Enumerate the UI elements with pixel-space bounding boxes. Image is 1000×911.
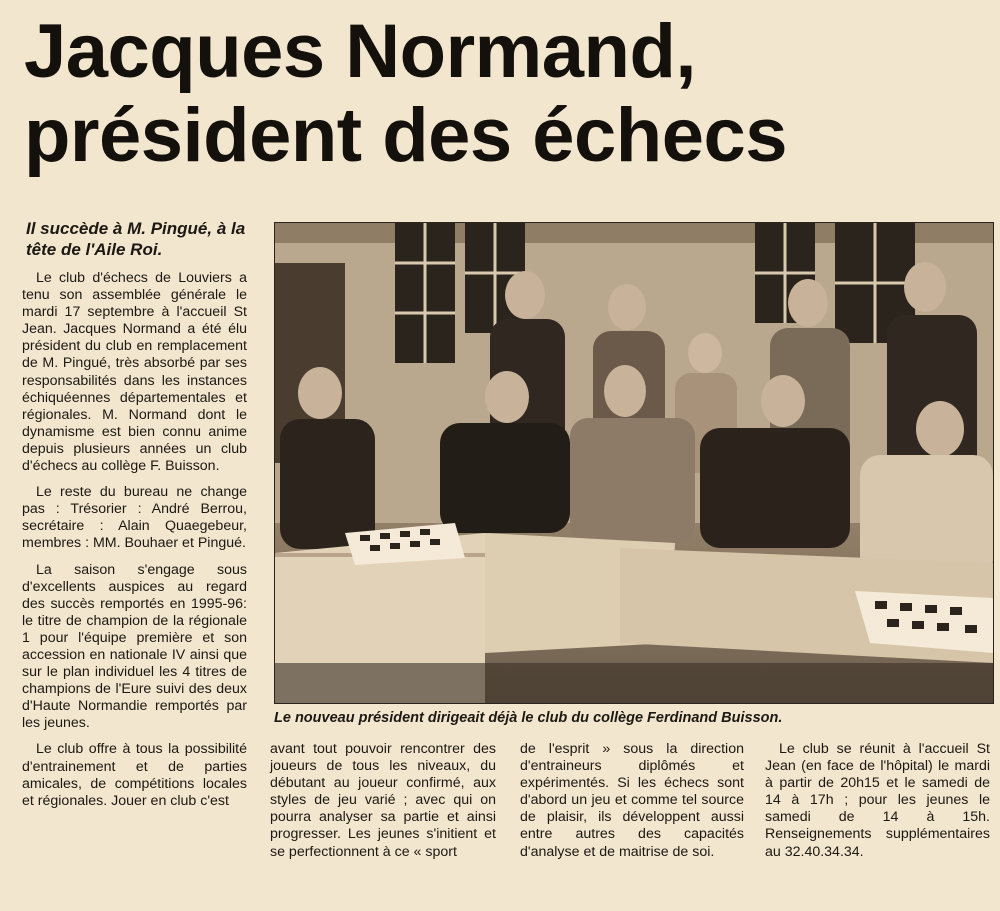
- col1-paragraph-1: Le club d'échecs de Louviers a tenu son assemblée générale le mardi 17 septembre à l'accueil St Jean. Jacques Normand a été élu président du club en remplacement de M. Pingué, très absorbé par ses responsabilités dans les instances échiquéennes départementales et régionales. M. Normand dont le dynamisme est bien connu anime depuis plusieurs années un club d'échecs au collège F. Buisson.: [22, 270, 247, 475]
- column-2: [270, 741, 496, 870]
- col3-paragraph: de l'esprit » sous la direction d'entraineurs diplômés et expérimentés. Si les échecs sont d'abord un jeu et comme tel source de plaisir, ils développent aussi entre autres des capacités d'analyse et de maitrise de soi.: [520, 741, 744, 860]
- headline-line-1: Jacques Normand,: [24, 9, 696, 94]
- deck-subtitle: Il succède à M. Pingué, à la tête de l'Aile Roi.: [26, 219, 246, 259]
- col2-paragraph: avant tout pouvoir rencontrer des joueurs de tous les niveaux, du débutant au joueur confirmé, aux styles de jeu varié ; avec qui on pourra analyser sa partie et ainsi progresser. Les jeunes s'initient et se perfectionnent à ce « sport: [270, 741, 496, 860]
- column-4: [765, 741, 990, 870]
- headline: [24, 10, 984, 178]
- col4-paragraph: Le club se réunit à l'accueil St Jean (en face de l'hôpital) le mardi à partir de 20h15 et le samedi de 14 à 17h ; pour les jeunes le samedi de 14 à 15h. Renseignements supplémentaires au 32.40.34.34.: [765, 741, 990, 860]
- headline-line-2: président des échecs: [24, 93, 788, 178]
- col1-paragraph-2: Le reste du bureau ne change pas : Trésorier : André Berrou, secrétaire : Alain Quaegebeur, membres : MM. Bouhaer et Pingué.: [22, 484, 247, 552]
- col1-paragraph-3: La saison s'engage sous d'excellents auspices au regard des succès remportés en 1995-96: le titre de champion de la régionale 1 pour l'équipe première et son accession en nationale IV ainsi que sur le plan individuel les 4 titres de champions de l'Eure suivi des deux d'Haute Normandie remportés par les jeunes.: [22, 561, 247, 732]
- column-3: [520, 741, 744, 870]
- column-1: [22, 270, 247, 819]
- photo-caption: Le nouveau président dirigeait déjà le club du collège Ferdinand Buisson.: [274, 710, 783, 726]
- col1-paragraph-4: Le club offre à tous la possibilité d'entrainement et de parties amicales, de compétitions locales et régionales. Jouer en club c'est: [22, 741, 247, 809]
- chess-club-photo: [274, 222, 994, 704]
